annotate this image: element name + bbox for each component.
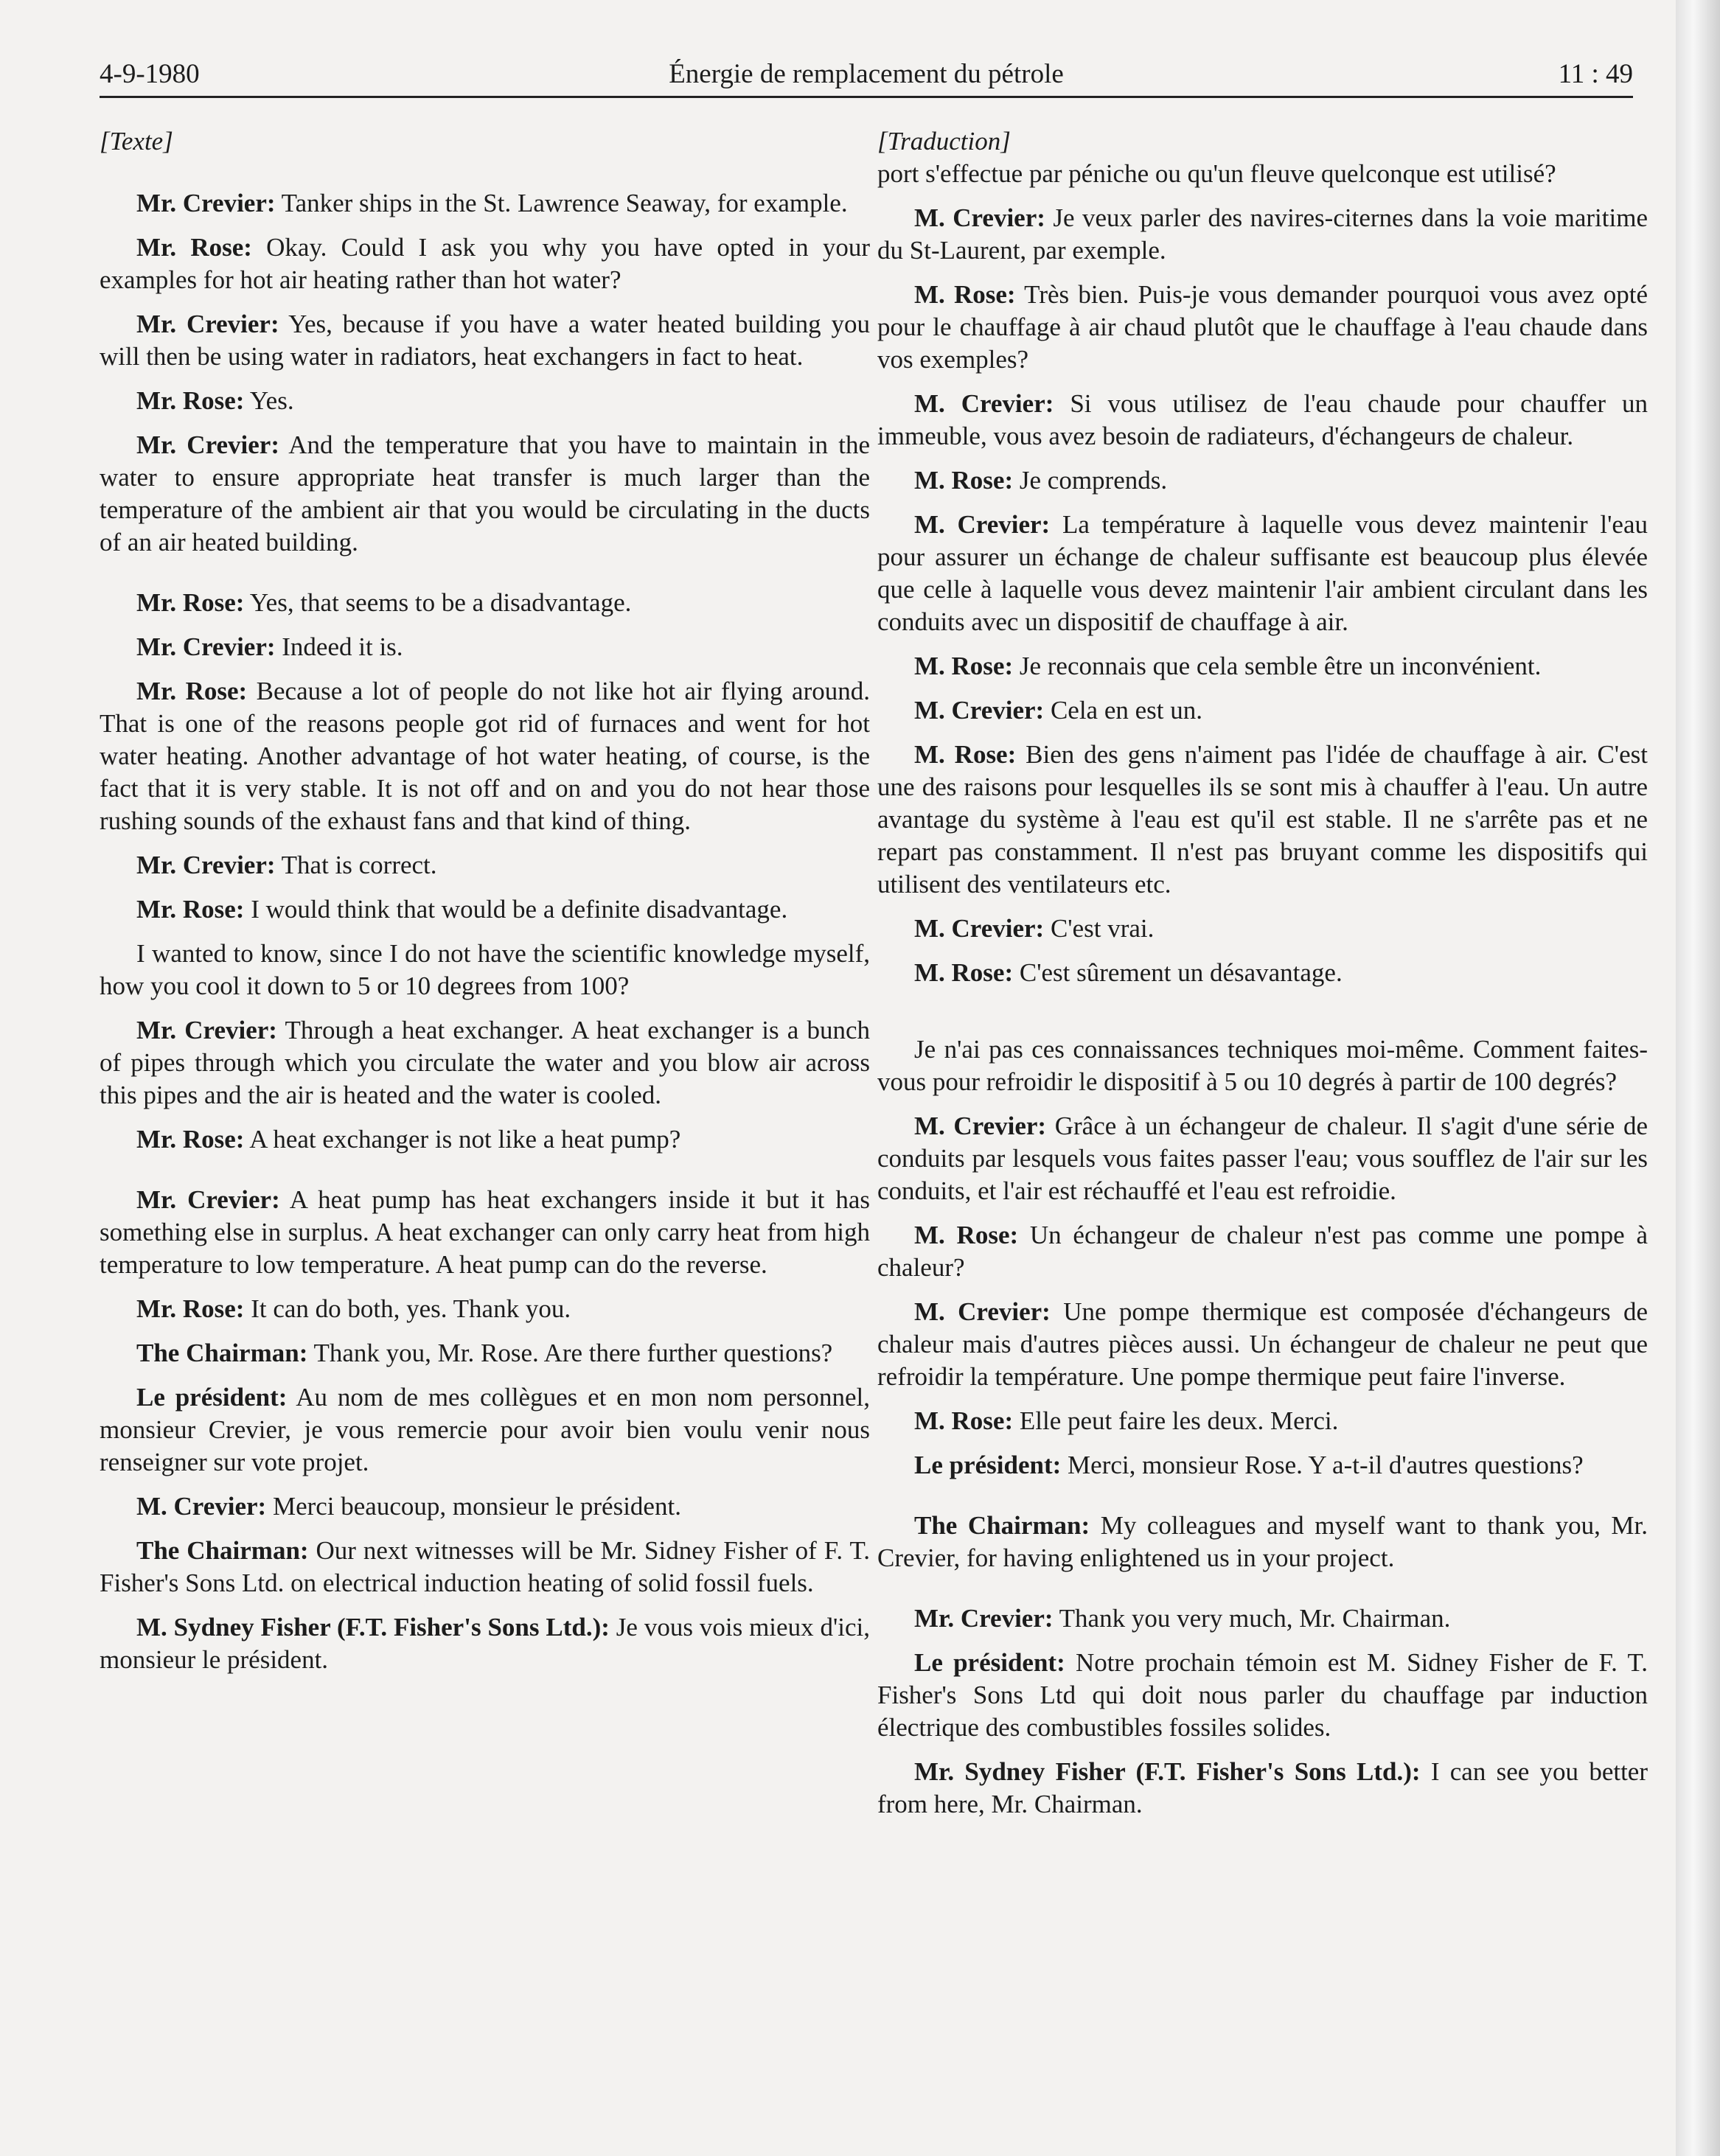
transcript-paragraph — [100, 893, 870, 926]
speaker-name: M. Rose: — [914, 1406, 1014, 1435]
speech-text: It can do both, yes. Thank you. — [244, 1294, 571, 1323]
speaker-name: Mr. Crevier: — [136, 189, 276, 217]
speaker-name: Le président: — [914, 1451, 1062, 1479]
transcript-paragraph — [877, 1647, 1648, 1744]
transcript-paragraph — [877, 1756, 1648, 1821]
header-title: Énergie de remplacement du pétrole — [669, 59, 1064, 89]
speech-text: Grâce à un échangeur de chaleur. Il s'agit d'une série de conduits par lesquels vous faites passer l'eau; vous soufflez de l'air sur les conduits, et l'air est réchauffé et l'eau est refroidie. — [877, 1112, 1648, 1205]
transcript-paragraph — [100, 1490, 870, 1523]
transcript-paragraph — [877, 464, 1648, 497]
speech-text: Au nom de mes collègues et en mon nom personnel, monsieur Crevier, je vous remercie pour avoir bien voulu venir nous renseigner sur vote projet. — [100, 1383, 870, 1476]
speaker-name: M. Crevier: — [914, 203, 1045, 232]
speech-text: Yes, because if you have a water heated building you will then be using water in radiators, heat exchangers in fact to heat. — [100, 310, 870, 371]
transcript-paragraph — [877, 1110, 1648, 1207]
transcript-paragraph — [877, 957, 1648, 989]
speech-text: Merci beaucoup, monsieur le président. — [266, 1492, 681, 1521]
speaker-name: Mr. Crevier: — [136, 851, 276, 879]
transcript-paragraph — [877, 913, 1648, 945]
speaker-name: M. Crevier: — [914, 510, 1051, 539]
speech-text: Thank you very much, Mr. Chairman. — [1053, 1604, 1451, 1633]
speaker-name: The Chairman: — [136, 1339, 308, 1367]
transcript-paragraph — [877, 1296, 1648, 1393]
speaker-name: M. Rose: — [914, 1221, 1019, 1249]
speaker-name: Mr. Rose: — [136, 588, 245, 617]
speech-text: I can see you better from here, Mr. Chairman. — [877, 1757, 1648, 1818]
transcript-paragraph — [100, 675, 870, 837]
speaker-name: Mr. Rose: — [136, 677, 248, 705]
speaker-name: Mr. Crevier: — [136, 632, 276, 661]
speaker-name: Mr. Rose: — [136, 386, 245, 415]
transcript-paragraph — [877, 388, 1648, 453]
transcript-paragraph — [877, 1449, 1648, 1482]
paragraph-spacer — [100, 571, 870, 587]
transcript-paragraph — [877, 1602, 1648, 1635]
speech-text: Je reconnais que cela semble être un inconvénient. — [1013, 652, 1542, 680]
column-label-texte: [Texte] — [100, 127, 173, 156]
transcript-paragraph — [877, 509, 1648, 638]
french-transcript — [877, 158, 1648, 1821]
speaker-name: M. Sydney Fisher (F.T. Fisher's Sons Ltd.): — [136, 1613, 610, 1642]
speech-text: La température à laquelle vous devez maintenir l'eau pour assurer un échange de chaleur suffisante est beaucoup plus élevée que celle à laquelle vous devez maintenir l'air ambient circulant dans les conduits avec un dispositif de chauffage à air. — [877, 510, 1648, 636]
transcript-paragraph — [100, 631, 870, 663]
speaker-name: M. Rose: — [914, 652, 1014, 680]
speech-text: Okay. Could I ask you why you have opted in your examples for hot air heating rather than hot water? — [100, 233, 870, 294]
page-binding-edge — [1676, 0, 1720, 2156]
speaker-name: M. Rose: — [914, 280, 1016, 309]
speech-text: Je veux parler des navires-citernes dans la voie maritime du St-Laurent, par exemple. — [877, 203, 1648, 265]
speech-text: I would think that would be a definite disadvantage. — [244, 895, 788, 924]
speaker-name: M. Crevier: — [136, 1492, 267, 1521]
speaker-name: Mr. Crevier: — [914, 1604, 1054, 1633]
speech-text: Je comprends. — [1013, 466, 1168, 495]
speech-text: A heat pump has heat exchangers inside it but it has something else in surplus. A heat exchanger can only carry heat from high temperature to low temperature. A heat pump can do the reverse. — [100, 1185, 870, 1279]
transcript-paragraph — [877, 158, 1648, 190]
speech-text: Je vous vois mieux d'ici, monsieur le président. — [100, 1613, 870, 1674]
speech-text: port s'effectue par péniche ou qu'un fleuve quelconque est utilisé? — [877, 159, 1556, 188]
transcript-paragraph — [877, 1405, 1648, 1437]
speech-text: Our next witnesses will be Mr. Sidney Fisher of F. T. Fisher's Sons Ltd. on electrical induction heating of solid fossil fuels. — [100, 1536, 870, 1597]
speech-text: Si vous utilisez de l'eau chaude pour chauffer un immeuble, vous avez besoin de radiateurs, d'échangeurs de chaleur. — [877, 389, 1648, 450]
speaker-name: M. Rose: — [914, 466, 1014, 495]
speaker-name: Le président: — [136, 1383, 288, 1412]
speech-text: Thank you, Mr. Rose. Are there further questions? — [307, 1339, 833, 1367]
english-column — [100, 125, 870, 1688]
transcript-paragraph — [100, 1184, 870, 1281]
transcript-paragraph — [100, 1337, 870, 1370]
speaker-name: Mr. Crevier: — [136, 430, 279, 459]
transcript-paragraph — [877, 650, 1648, 683]
transcript-paragraph — [877, 279, 1648, 376]
transcript-paragraph — [100, 1293, 870, 1325]
transcript-paragraph — [100, 429, 870, 559]
speech-text: My colleagues and myself want to thank you, Mr. Crevier, for having enlightened us in your project. — [877, 1511, 1648, 1572]
speaker-name: Mr. Rose: — [136, 233, 252, 262]
speech-text: Notre prochain témoin est M. Sidney Fisher de F. T. Fisher's Sons Ltd qui doit nous parler du chauffage par induction électrique des combustibles fossiles solides. — [877, 1648, 1648, 1742]
transcript-paragraph — [877, 694, 1648, 727]
paragraph-spacer — [100, 1168, 870, 1184]
transcript-paragraph — [100, 938, 870, 1002]
transcript-paragraph — [100, 187, 870, 220]
speech-text: That is correct. — [275, 851, 437, 879]
speech-text: I wanted to know, since I do not have the scientific knowledge myself, how you cool it down to 5 or 10 degrees from 100? — [100, 939, 870, 1000]
paragraph-spacer — [877, 1001, 1648, 1033]
speaker-name: M. Crevier: — [914, 1297, 1051, 1326]
transcript-paragraph — [100, 1611, 870, 1676]
page-header — [100, 44, 1633, 98]
speaker-name: The Chairman: — [914, 1511, 1090, 1540]
transcript-paragraph — [877, 1219, 1648, 1284]
speaker-name: Mr. Rose: — [136, 895, 245, 924]
speech-text: Yes, that seems to be a disadvantage. — [244, 588, 632, 617]
speaker-name: M. Rose: — [914, 740, 1017, 769]
speech-text: And the temperature that you have to maintain in the water to ensure appropriate heat transfer is much larger than the temperature of the ambient air that you would be circulating in the ducts of an air heated building. — [100, 430, 870, 557]
speech-text: Très bien. Puis-je vous demander pourquoi vous avez opté pour le chauffage à air chaud plutôt que le chauffage à l'eau chaude dans vos exemples? — [877, 280, 1648, 374]
speaker-name: M. Rose: — [914, 958, 1014, 987]
speech-text: Yes. — [244, 386, 294, 415]
speaker-name: M. Crevier: — [914, 914, 1045, 943]
transcript-paragraph — [100, 231, 870, 296]
speech-text: Cela en est un. — [1044, 696, 1203, 725]
header-page-number: 11 : 49 — [1558, 59, 1633, 89]
speaker-name: Mr. Rose: — [136, 1294, 245, 1323]
speaker-name: Mr. Crevier: — [136, 1185, 280, 1214]
transcript-paragraph — [877, 1033, 1648, 1098]
header-date: 4-9-1980 — [100, 59, 200, 89]
paragraph-spacer — [877, 1493, 1648, 1510]
speech-text: Une pompe thermique est composée d'échangeurs de chaleur mais d'autres pièces aussi. Un échangeur de chaleur ne peut que refroidir la température. Une pompe thermique peut faire l'inverse. — [877, 1297, 1648, 1391]
transcript-paragraph — [100, 1535, 870, 1599]
transcript-paragraph — [877, 1510, 1648, 1574]
speech-text: Merci, monsieur Rose. Y a-t-il d'autres questions? — [1061, 1451, 1584, 1479]
transcript-paragraph — [100, 849, 870, 882]
speech-text: Un échangeur de chaleur n'est pas comme une pompe à chaleur? — [877, 1221, 1648, 1282]
speech-text: Tanker ships in the St. Lawrence Seaway, for example. — [275, 189, 848, 217]
speech-text: Through a heat exchanger. A heat exchanger is a bunch of pipes through which you circulate the water and you blow air across this pipes and the air is heated and the water is cooled. — [100, 1016, 870, 1109]
french-column — [877, 125, 1648, 1832]
transcript-paragraph — [877, 739, 1648, 901]
speaker-name: Le président: — [914, 1648, 1065, 1677]
transcript-paragraph — [100, 308, 870, 373]
speech-text: Je n'ai pas ces connaissances techniques moi-même. Comment faites-vous pour refroidir le dispositif à 5 ou 10 degrés à partir de 100 degrés? — [877, 1035, 1648, 1096]
transcript-paragraph — [877, 202, 1648, 267]
speech-text: Bien des gens n'aiment pas l'idée de chauffage à air. C'est une des raisons pour lesquelles ils se sont mis à chauffer à l'eau. Un autre avantage du système à l'eau est qu'il est stable. Il ne s'arrête pas et ne repart pas constamment. Il n'est pas bruyant comme les dispositifs qui utilisent des ventilateurs etc. — [877, 740, 1648, 899]
speaker-name: Mr. Rose: — [136, 1125, 245, 1154]
transcript-paragraph — [100, 587, 870, 619]
speech-text: Because a lot of people do not like hot air flying around. That is one of the reasons people got rid of furnaces and went for hot water heating. Another advantage of hot water heating, of course, is the fact that it is very stable. It is not off and on and you do not hear those rushing sounds of the exhaust fans and that kind of thing. — [100, 677, 870, 835]
speaker-name: Mr. Crevier: — [136, 310, 279, 338]
transcript-paragraph — [100, 1123, 870, 1156]
speech-text: A heat exchanger is not like a heat pump? — [244, 1125, 681, 1154]
speech-text: Elle peut faire les deux. Merci. — [1013, 1406, 1339, 1435]
paragraph-spacer — [877, 1586, 1648, 1602]
transcript-paragraph — [100, 385, 870, 417]
speaker-name: M. Crevier: — [914, 1112, 1047, 1140]
speech-text: C'est sûrement un désavantage. — [1013, 958, 1343, 987]
transcript-paragraph — [100, 1014, 870, 1112]
speaker-name: Mr. Sydney Fisher (F.T. Fisher's Sons Ltd.): — [914, 1757, 1421, 1786]
transcript-paragraph — [100, 1381, 870, 1479]
speech-text: C'est vrai. — [1044, 914, 1155, 943]
speaker-name: M. Crevier: — [914, 696, 1045, 725]
speaker-name: Mr. Crevier: — [136, 1016, 277, 1044]
column-label-traduction: [Traduction] — [877, 127, 1011, 156]
speech-text: Indeed it is. — [275, 632, 403, 661]
speaker-name: M. Crevier: — [914, 389, 1054, 418]
english-transcript — [100, 187, 870, 1676]
speaker-name: The Chairman: — [136, 1536, 309, 1565]
